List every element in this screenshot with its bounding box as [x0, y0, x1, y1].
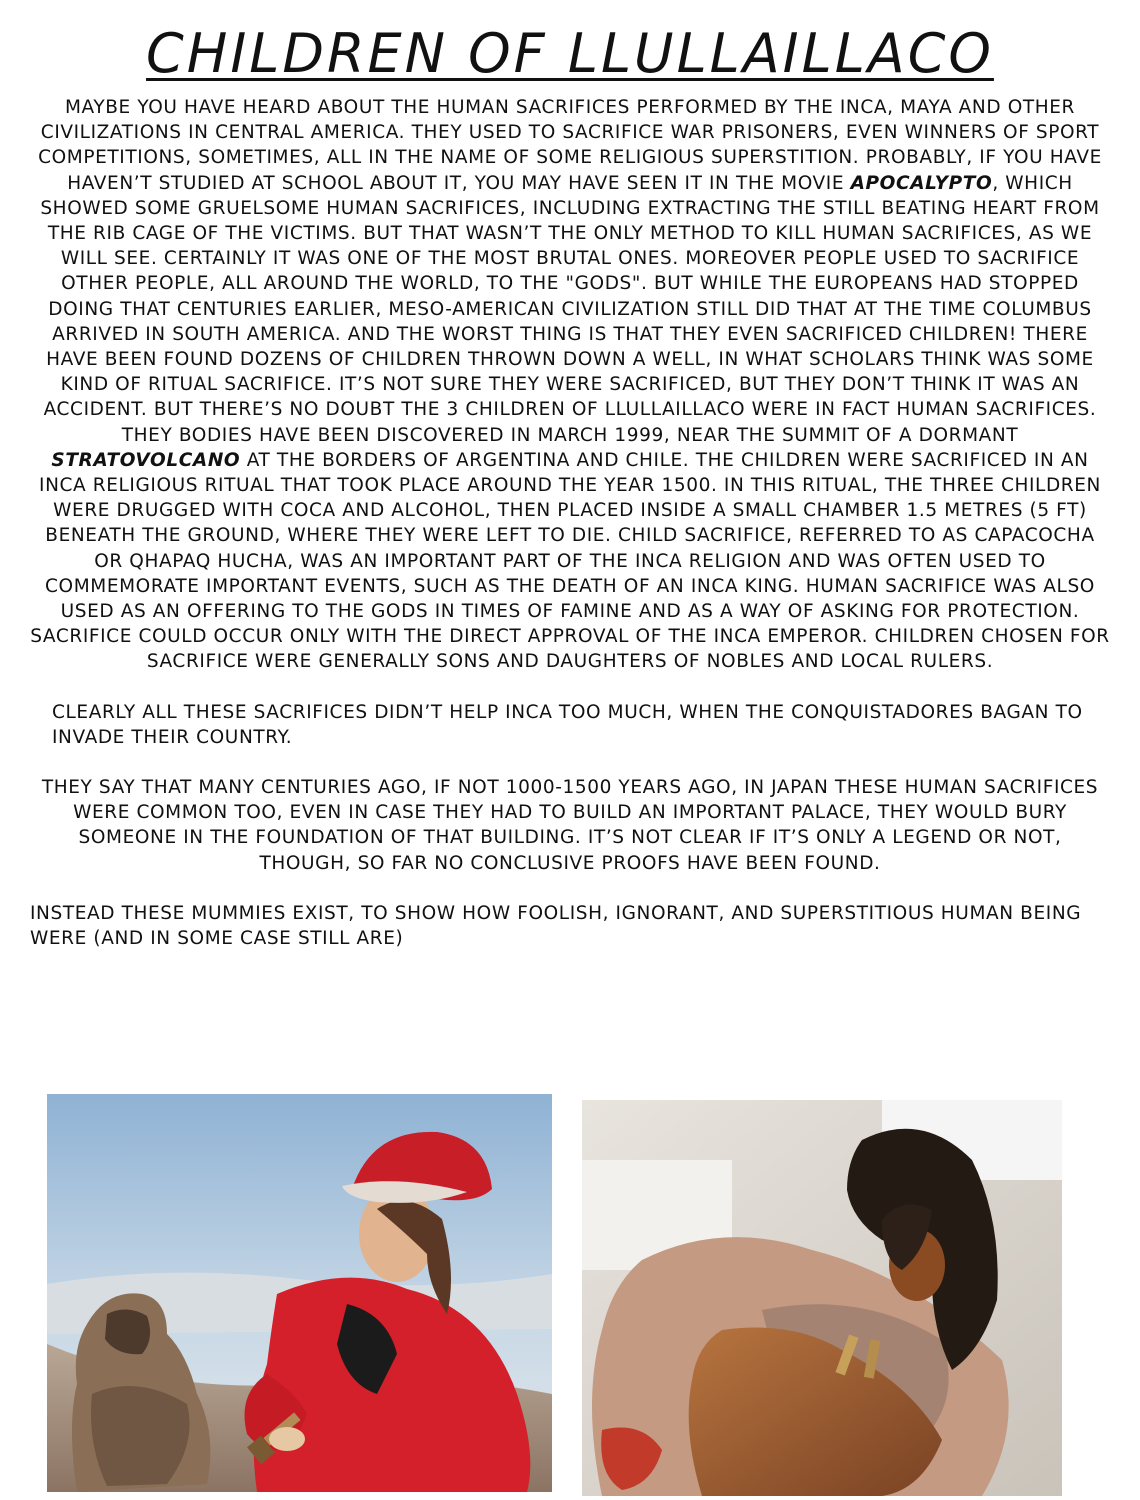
page-title — [0, 22, 1140, 86]
paragraph-japan: THEY SAY THAT MANY CENTURIES AGO, IF NOT 1000-1500 YEARS AGO, IN JAPAN THESE HUMAN SACRIFICES WERE COMMON TOO, EVEN IN CASE THEY HAD TO BUILD AN IMPORTANT PALACE, THEY WOULD BURY SOMEONE IN THE FOUNDATION OF THAT BUILDING. IT’S NOT CLEAR IF IT’S ONLY A LEGEND OR NOT, THOUGH, SO FAR NO CONCLUSIVE PROOFS HAVE BEEN FOUND. — [41, 777, 1099, 874]
paragraph-main-part3: AT THE BORDERS OF ARGENTINA AND CHILE. THE CHILDREN WERE SACRIFICED IN AN INCA RELIGIOUS RITUAL THAT TOOK PLACE AROUND THE YEAR 1500. IN THIS RITUAL, THE THREE CHILDREN WERE DRUGGED WITH COCA AND ALCOHOL, THEN PLACED INSIDE A SMALL CHAMBER 1.5 METRES (5 FT) BENEATH THE GROUND, WHERE THEY WERE LEFT TO DIE. CHILD SACRIFICE, REFERRED TO AS CAPACOCHA OR QHAPAQ HUCHA, WAS AN IMPORTANT PART OF THE INCA RELIGION AND WAS OFTEN USED TO COMMEMORATE IMPORTANT EVENTS, SUCH AS THE DEATH OF AN INCA KING. HUMAN SACRIFICE WAS ALSO USED AS AN OFFERING TO THE GODS IN TIMES OF FAMINE AND AS A WAY OF ASKING FOR PROTECTION. SACRIFICE COULD OCCUR ONLY WITH THE DIRECT APPROVAL OF THE INCA EMPEROR. CHILDREN CHOSEN FOR SACRIFICE WERE GENERALLY SONS AND DAUGHTERS OF NOBLES AND LOCAL RULERS. — [30, 449, 1110, 673]
paragraph-main — [30, 95, 1110, 675]
movie-title: APOCALYPTO — [850, 172, 993, 194]
paragraph-main-part1: MAYBE YOU HAVE HEARD ABOUT THE HUMAN SACRIFICES PERFORMED BY THE INCA, MAYA AND OTHER CIVILIZATIONS IN CENTRAL AMERICA. THEY USED TO SACRIFICE WAR PRISONERS, EVEN WINNERS OF SPORT COMPETITIONS, SOMETIMES, ALL IN THE NAME OF SOME RELIGIOUS SUPERSTITION. PROBABLY, IF YOU HAVE HAVEN’T STUDIED AT SCHOOL ABOUT IT, YOU MAY HAVE SEEN IT IN THE MOVIE — [38, 97, 1102, 194]
paragraph-conquistadores: CLEARLY ALL THESE SACRIFICES DIDN’T HELP INCA TOO MUCH, WHEN THE CONQUISTADORES BAGAN TO INVADE THEIR COUNTRY. — [52, 701, 1083, 748]
photo-researcher-with-mummy — [47, 1094, 552, 1492]
article-body — [30, 95, 1110, 951]
paragraph-mummies: INSTEAD THESE MUMMIES EXIST, TO SHOW HOW FOOLISH, IGNORANT, AND SUPERSTITIOUS HUMAN BEING WERE (AND IN SOME CASE STILL ARE) — [30, 902, 1082, 950]
page-title-text: CHILDREN OF LLULLAILLACO — [146, 22, 994, 85]
photo-mummy-child — [582, 1100, 1062, 1496]
paragraph-main-part2: , WHICH SHOWED SOME GRUELSOME HUMAN SACRIFICES, INCLUDING EXTRACTING THE STILL BEATING HEART FROM THE RIB CAGE OF THE VICTIMS. BUT THAT WASN’T THE ONLY METHOD TO KILL HUMAN SACRIFICES, AS WE WILL SEE. CERTAINLY IT WAS ONE OF THE MOST BRUTAL ONES. MOREOVER PEOPLE USED TO SACRIFICE OTHER PEOPLE, ALL AROUND THE WORLD, TO THE "GODS". BUT WHILE THE EUROPEANS HAD STOPPED DOING THAT CENTURIES EARLIER, MESO-AMERICAN CIVILIZATION STILL DID THAT AT THE TIME COLUMBUS ARRIVED IN SOUTH AMERICA. AND THE WORST THING IS THAT THEY EVEN SACRIFICED CHILDREN! THERE HAVE BEEN FOUND DOZENS OF CHILDREN THROWN DOWN A WELL, IN WHAT SCHOLARS THINK WAS SOME KIND OF RITUAL SACRIFICE. IT’S NOT SURE THEY WERE SACRIFICED, BUT THEY DON’T THINK IT WAS AN ACCIDENT. BUT THERE’S NO DOUBT THE 3 CHILDREN OF LLULLAILLACO WERE IN FACT HUMAN SACRIFICES. THEY BODIES HAVE BEEN DISCOVERED IN MARCH 1999, NEAR THE SUMMIT OF A DORMANT — [40, 172, 1100, 446]
volcano-term: STRATOVOLCANO — [51, 449, 241, 471]
photo-researcher-illustration — [47, 1094, 552, 1492]
photo-mummy-illustration — [582, 1100, 1062, 1496]
